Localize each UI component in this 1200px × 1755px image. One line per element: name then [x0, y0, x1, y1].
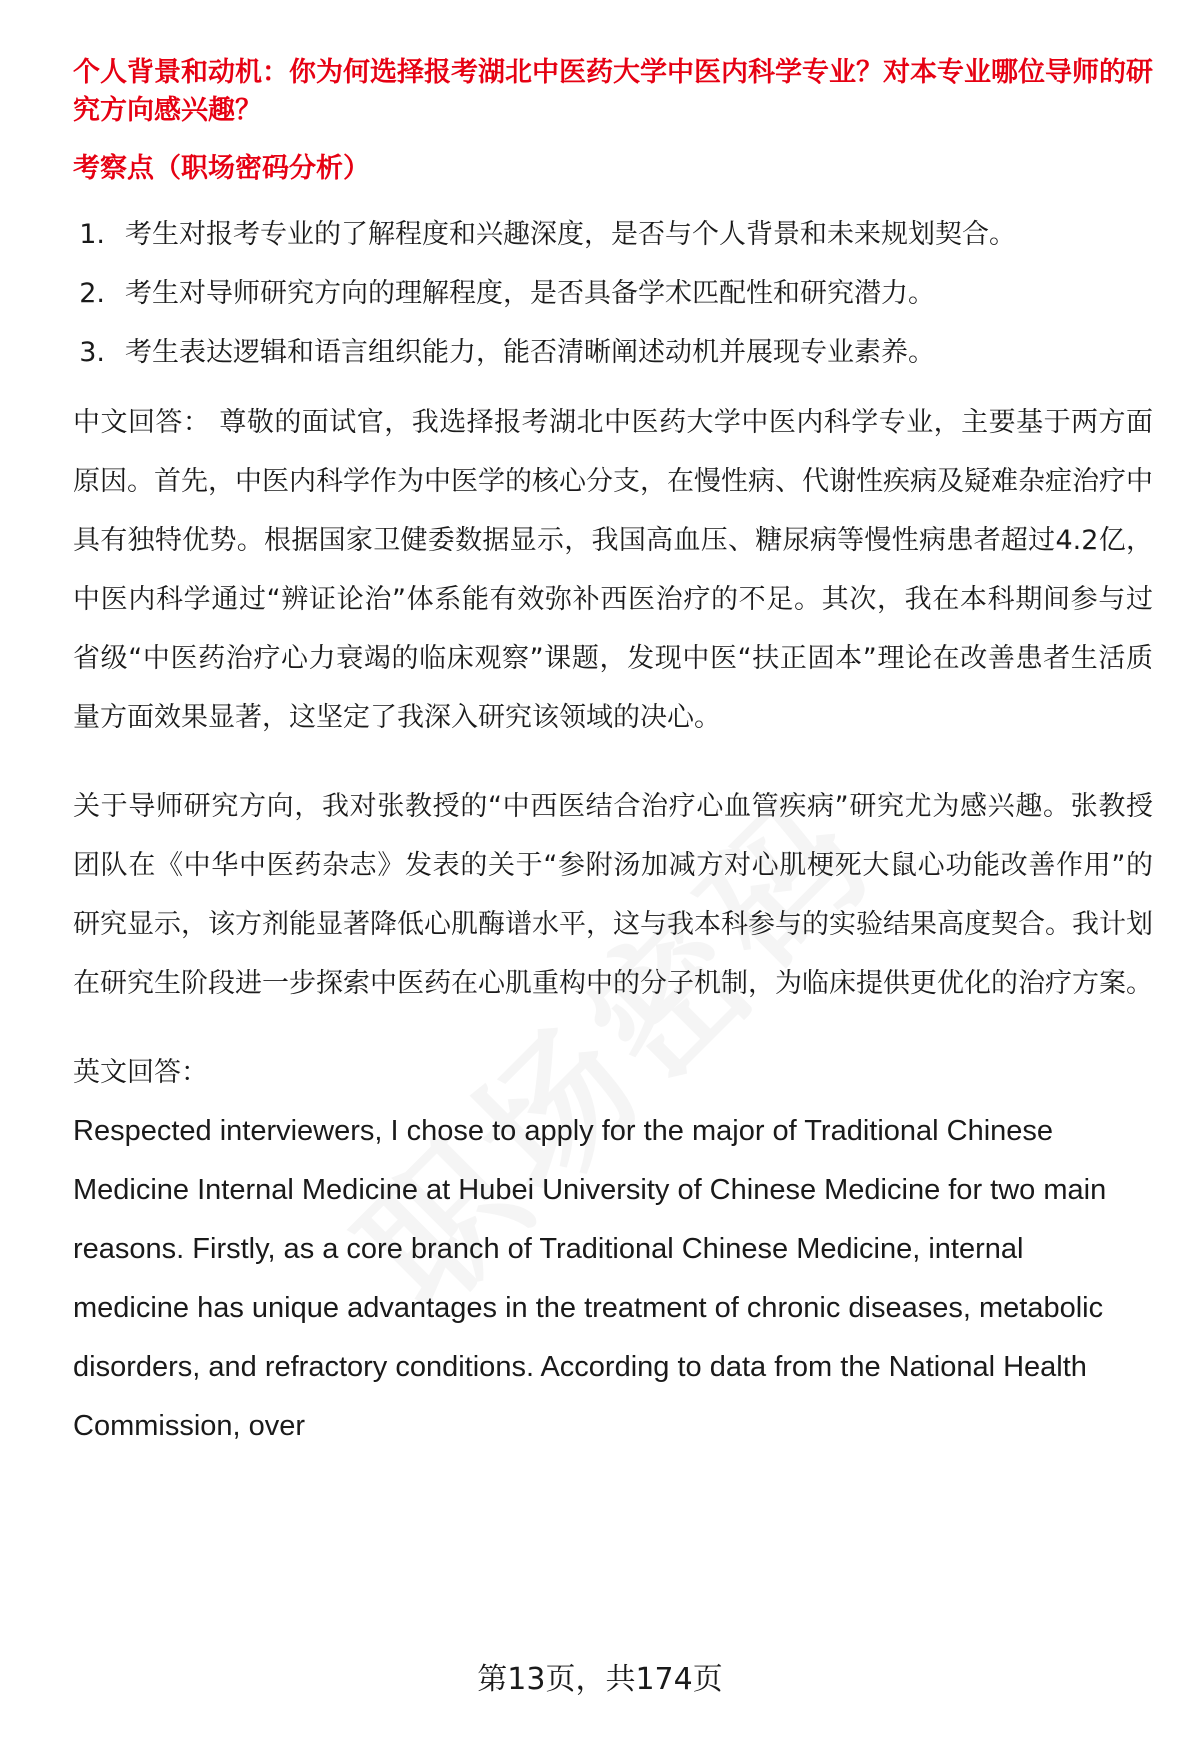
- question-heading: 个人背景和动机：你为何选择报考湖北中医药大学中医内科学专业？对本专业哪位导师的研究方向感兴趣？: [73, 57, 1153, 126]
- analysis-heading: 考察点（职场密码分析）: [73, 153, 370, 184]
- mentor-paragraph: 关于导师研究方向，我对张教授的“中西医结合治疗心血管疾病”研究尤为感兴趣。张教授团队在《中华中医药杂志》发表的关于“参附汤加减方对心肌梗死大鼠心功能改善作用”的研究显示，该方剂能显著降低心肌酶谱水平，这与我本科参与的实验结果高度契合。我计划在研究生阶段进一步探索中医药在心肌重构中的分子机制，为临床提供更优化的治疗方案。: [73, 791, 1153, 999]
- list-item: [73, 275, 1153, 313]
- list-text: 考生表达逻辑和语言组织能力，能否清晰阐述动机并展现专业素养。: [125, 337, 935, 368]
- list-number: 1.: [79, 219, 105, 250]
- points-list: [73, 216, 1153, 372]
- list-item: [73, 216, 1153, 254]
- chinese-answer: 中文回答： 尊敬的面试官，我选择报考湖北中医药大学中医内科学专业，主要基于两方面原因。首先，中医内科学作为中医学的核心分支，在慢性病、代谢性疾病及疑难杂症治疗中具有独特优势。根据国家卫健委数据显示，我国高血压、糖尿病等慢性病患者超过4.2亿，中医内科学通过“辨证论治”体系能有效弥补西医治疗的不足。其次，我在本科期间参与过省级“中医药治疗心力衰竭的临床观察”课题，发现中医“扶正固本”理论在改善患者生活质量方面效果显著，这坚定了我深入研究该领域的决心。: [73, 407, 1153, 733]
- list-number: 2.: [79, 278, 105, 309]
- list-number: 3.: [79, 337, 105, 368]
- page-footer: 第13页，共174页: [477, 1662, 723, 1697]
- list-text: 考生对导师研究方向的理解程度，是否具备学术匹配性和研究潜力。: [125, 278, 935, 309]
- list-text: 考生对报考专业的了解程度和兴趣深度，是否与个人背景和未来规划契合。: [125, 219, 1016, 250]
- english-answer-label: 英文回答：: [73, 1057, 208, 1088]
- english-answer: Respected interviewers, I chose to apply for the major of Traditional Chinese Medicine Internal Medicine at Hubei University of Chinese Medicine for two main reasons. Firstly, as a core branch of Traditional Chinese Medicine, internal medicine has unique advantages in the treatment of chronic diseases, metabolic disorders, and refractory conditions. According to data from the National Health Commission, over: [73, 1115, 1107, 1442]
- content: [73, 54, 1153, 1456]
- list-item: [73, 334, 1153, 372]
